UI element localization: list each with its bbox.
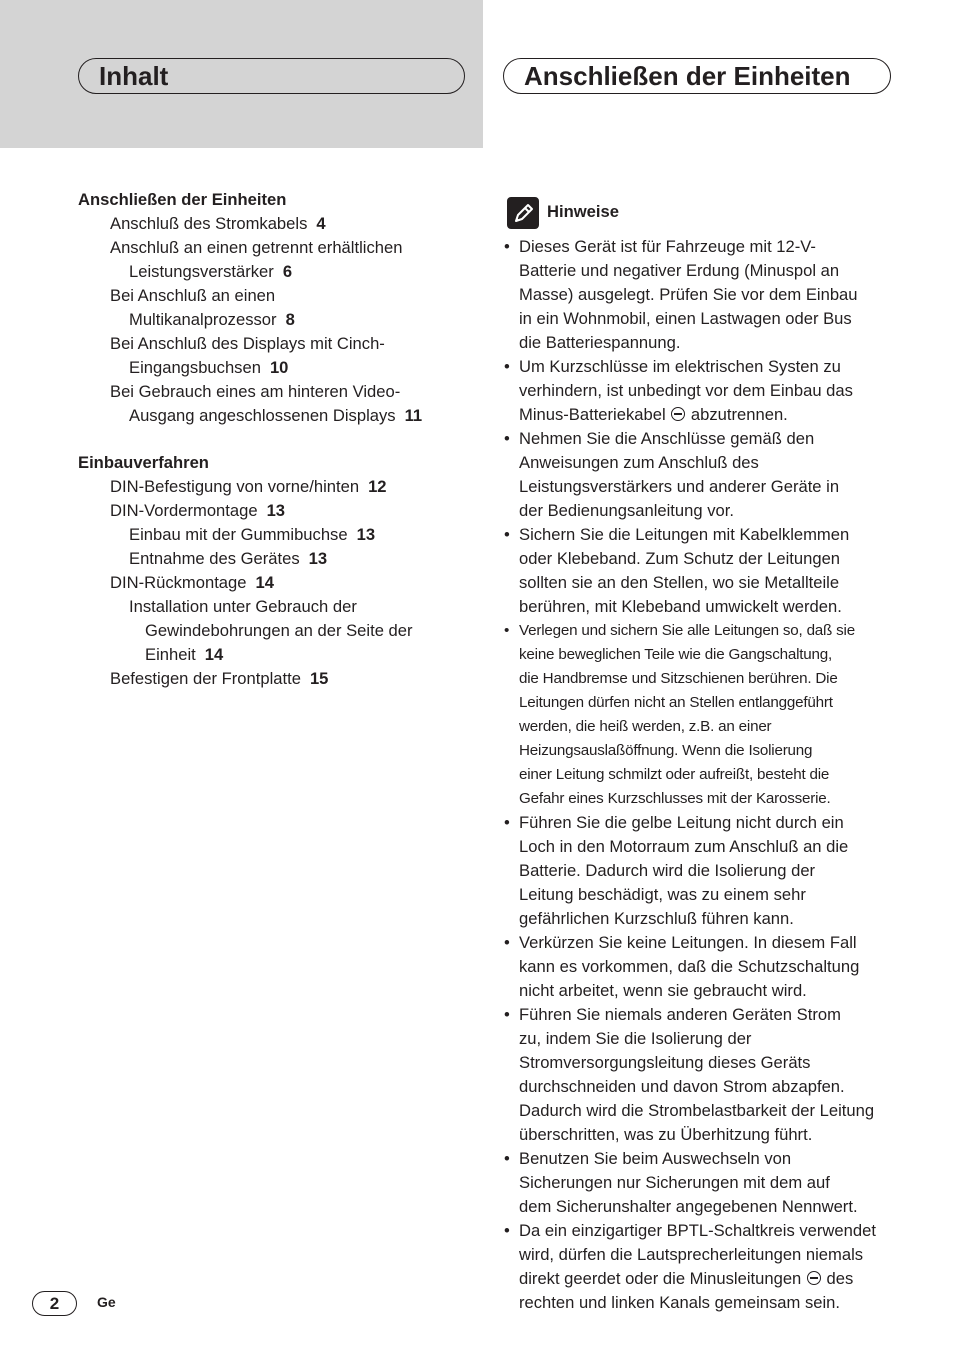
minus-circle-icon xyxy=(807,1271,821,1285)
note-line: • Dieses Gerät ist für Fahrzeuge mit 12-V- xyxy=(519,237,816,256)
pencil-note-icon xyxy=(507,197,539,229)
note-line: die Handbremse und Sitzschienen berühren. Die xyxy=(519,670,838,687)
toc-page-number: 13 xyxy=(308,549,328,568)
note-line: rechten und linken Kanals gemeinsam sein. xyxy=(519,1293,841,1312)
note-line: • Verkürzen Sie keine Leitungen. In diesem Fall xyxy=(519,933,857,952)
note-item xyxy=(504,1003,896,1147)
toc-entry[interactable] xyxy=(110,212,326,236)
note-line: wird, dürfen die Lautsprecherleitungen niemals xyxy=(519,1245,864,1264)
note-line: Stromversorgungsleitung dieses Geräts xyxy=(519,1053,811,1072)
note-line: sollten sie an den Stellen, wo sie Metallteile xyxy=(519,573,840,592)
note-line: einer Leitung schmilzt oder aufreißt, besteht die xyxy=(519,766,830,783)
note-line: Batterie und negativer Erdung (Minuspol an xyxy=(519,261,840,280)
note-line: • Benutzen Sie beim Auswechseln von xyxy=(519,1149,792,1168)
toc-entry-text: DIN-Rückmontage xyxy=(110,573,247,592)
note-line: Sicherungen nur Sicherungen mit dem auf xyxy=(519,1173,830,1192)
note-line: • Führen Sie die gelbe Leitung nicht durch ein xyxy=(519,813,844,832)
toc-entry-text: Gewindebohrungen an der Seite der xyxy=(145,621,413,640)
toc-entry[interactable] xyxy=(129,260,292,284)
toc-entry[interactable] xyxy=(110,571,274,595)
note-item xyxy=(504,1219,896,1315)
toc-entry-text: Befestigen der Frontplatte xyxy=(110,669,301,688)
toc-page-number: 15 xyxy=(309,669,329,688)
toc-entry[interactable] xyxy=(129,523,375,547)
toc-entry-text: Leistungsverstärker xyxy=(129,262,274,281)
note-line: die Batteriespannung. xyxy=(519,333,681,352)
toc-page-number: 10 xyxy=(269,358,289,377)
note-line: oder Klebeband. Zum Schutz der Leitungen xyxy=(519,549,841,568)
note-line: Heizungsauslaßöffnung. Wenn die Isolierung xyxy=(519,742,813,759)
note-line: Leitungen dürfen nicht an Stellen entlanggeführt xyxy=(519,694,833,711)
note-line-text: direkt geerdet oder die Minusleitungen xyxy=(519,1269,802,1288)
toc-entry-text: Bei Gebrauch eines am hinteren Video- xyxy=(110,382,401,401)
note-line: Leistungsverstärkers und anderer Geräte in xyxy=(519,477,840,496)
note-line: • Führen Sie niemals anderen Geräten Strom xyxy=(519,1005,841,1024)
notes-title: Hinweise xyxy=(547,202,619,221)
note-line: der Bedienungsanleitung vor. xyxy=(519,501,734,520)
toc-entry-text: DIN-Vordermontage xyxy=(110,501,258,520)
toc-page-number: 12 xyxy=(368,477,387,496)
toc-section-heading: Anschließen der Einheiten xyxy=(78,190,287,209)
toc-entry[interactable] xyxy=(110,499,285,523)
toc-entry[interactable] xyxy=(110,332,385,356)
note-line: Masse) ausgelegt. Prüfen Sie vor dem Einbau xyxy=(519,285,858,304)
note-line-text: Minus-Batteriekabel xyxy=(519,405,666,424)
toc-entry[interactable] xyxy=(110,380,400,404)
toc-entry-text: Einbau mit der Gummibuchse xyxy=(129,525,348,544)
toc-entry-text: Installation unter Gebrauch der xyxy=(129,597,357,616)
notes-list xyxy=(504,235,896,1315)
page-number: 2 xyxy=(32,1291,77,1316)
note-line-text: des xyxy=(826,1269,854,1288)
note-line: Batterie. Dadurch wird die Isolierung der xyxy=(519,861,816,880)
note-line: • Da ein einzigartiger BPTL-Schaltkreis verwendet xyxy=(519,1221,876,1240)
toc-entry[interactable] xyxy=(129,595,357,619)
note-line: Anweisungen zum Anschluß des xyxy=(519,453,759,472)
toc-page-number: 14 xyxy=(204,645,224,664)
toc-entry-text: DIN-Befestigung von vorne/hinten xyxy=(110,477,360,496)
toc-entry[interactable] xyxy=(129,404,422,428)
note-line: werden, die heiß werden, z.B. an einer xyxy=(519,718,772,735)
toc-page-number: 14 xyxy=(255,573,274,592)
toc-entry-text: Einheit xyxy=(145,645,196,664)
note-line: überschritten, was zu Überhitzung führt. xyxy=(519,1125,813,1144)
note-line xyxy=(519,403,896,427)
toc-page-number: 13 xyxy=(356,525,376,544)
toc-entry-text: Ausgang angeschlossenen Displays xyxy=(129,406,396,425)
note-line: Gefahr eines Kurzschlusses mit der Karosserie. xyxy=(519,790,831,807)
note-line: zu, indem Sie die Isolierung der xyxy=(519,1029,752,1048)
toc-entry-text: Anschluß des Stromkabels xyxy=(110,214,308,233)
note-line: kann es vorkommen, daß die Schutzschaltung xyxy=(519,957,860,976)
note-line: • Nehmen Sie die Anschlüsse gemäß den xyxy=(519,429,815,448)
note-line: berühren, mit Klebeband umwickelt werden. xyxy=(519,597,842,616)
note-line xyxy=(519,1267,896,1291)
note-item xyxy=(504,427,896,523)
note-item xyxy=(504,619,896,811)
toc-page-number: 4 xyxy=(316,214,326,233)
toc-entry[interactable] xyxy=(110,284,275,308)
note-line: nicht arbeitet, wenn sie gebraucht wird. xyxy=(519,981,807,1000)
toc-page-number: 13 xyxy=(266,501,286,520)
language-code: Ge xyxy=(97,1294,116,1310)
note-line: gefährlichen Kurzschluß führen kann. xyxy=(519,909,794,928)
page-title-anschliessen: Anschließen der Einheiten xyxy=(503,58,891,94)
toc-entry[interactable] xyxy=(129,356,288,380)
toc-entry[interactable] xyxy=(145,643,223,667)
toc-entry[interactable] xyxy=(129,547,327,571)
toc-entry[interactable] xyxy=(145,619,413,643)
note-line: • Verlegen und sichern Sie alle Leitungen so, daß sie xyxy=(519,622,855,639)
note-line: verhindern, ist unbedingt vor dem Einbau das xyxy=(519,381,853,400)
toc-entry-text: Anschluß an einen getrennt erhältlichen xyxy=(110,238,403,257)
minus-circle-icon xyxy=(671,407,685,421)
note-line: • Sichern Sie die Leitungen mit Kabelklemmen xyxy=(519,525,850,544)
toc-entry-text: Multikanalprozessor xyxy=(129,310,277,329)
toc-entry[interactable] xyxy=(110,236,402,260)
note-line: Dadurch wird die Strombelastbarkeit der Leitung xyxy=(519,1101,875,1120)
note-item xyxy=(504,355,896,427)
note-line: Loch in den Motorraum zum Anschluß an die xyxy=(519,837,849,856)
toc-entry[interactable] xyxy=(110,475,387,499)
toc-page-number: 11 xyxy=(404,406,423,425)
toc-page-number: 6 xyxy=(282,262,293,281)
note-line: durchschneiden und davon Strom abzapfen. xyxy=(519,1077,845,1096)
toc-entry-text: Eingangsbuchsen xyxy=(129,358,261,377)
note-line-text: abzutrennen. xyxy=(690,405,788,424)
toc-entry[interactable] xyxy=(110,667,328,691)
note-line: • Um Kurzschlüsse im elektrischen Systen zu xyxy=(519,357,841,376)
note-item xyxy=(504,523,896,619)
note-line: in ein Wohnmobil, einen Lastwagen oder Bus xyxy=(519,309,852,328)
note-line: dem Sicherunshalter angegebenen Nennwert. xyxy=(519,1197,858,1216)
toc-entry-text: Bei Anschluß an einen xyxy=(110,286,276,305)
toc-entry[interactable] xyxy=(129,308,295,332)
toc-page-number: 8 xyxy=(285,310,295,329)
note-item xyxy=(504,235,896,355)
note-item xyxy=(504,1147,896,1219)
toc-entry-text: Entnahme des Gerätes xyxy=(129,549,300,568)
toc-entry-text: Bei Anschluß des Displays mit Cinch- xyxy=(110,334,385,353)
note-line: Leitung beschädigt, was zu einem sehr xyxy=(519,885,806,904)
note-item xyxy=(504,931,896,1003)
note-item xyxy=(504,811,896,931)
note-line: keine beweglichen Teile wie die Gangschaltung, xyxy=(519,646,833,663)
toc-section-heading: Einbauverfahren xyxy=(78,453,209,472)
page-title-inhalt: Inhalt xyxy=(78,58,465,94)
